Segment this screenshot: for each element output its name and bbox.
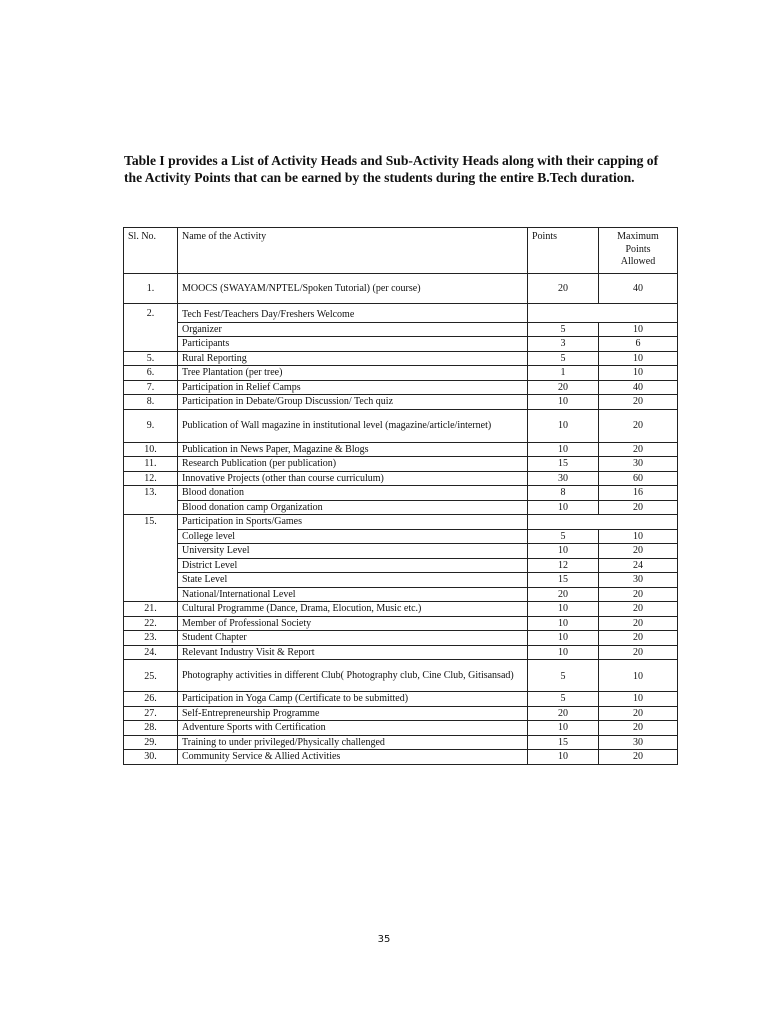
row-activity-name: State Level bbox=[178, 573, 528, 588]
row-max-points: 24 bbox=[599, 558, 678, 573]
table-row bbox=[124, 395, 678, 410]
row-sl-no: 27. bbox=[124, 706, 178, 721]
row-max-points: 40 bbox=[599, 274, 678, 304]
row-sl-no: 9. bbox=[124, 409, 178, 442]
row-max-points: 20 bbox=[599, 544, 678, 559]
row-points: 10 bbox=[528, 616, 599, 631]
table-row bbox=[124, 750, 678, 765]
row-activity-name: Participants bbox=[178, 337, 528, 352]
row-max-points: 20 bbox=[599, 721, 678, 736]
table-row bbox=[124, 645, 678, 660]
table-row bbox=[124, 515, 678, 530]
row-activity-name: Innovative Projects (other than course curriculum) bbox=[178, 471, 528, 486]
table-row bbox=[124, 337, 678, 352]
row-max-points: 20 bbox=[599, 500, 678, 515]
row-activity-name: Community Service & Allied Activities bbox=[178, 750, 528, 765]
row-sl-no: 5. bbox=[124, 351, 178, 366]
row-max-points: 20 bbox=[599, 442, 678, 457]
row-activity-name: Relevant Industry Visit & Report bbox=[178, 645, 528, 660]
activity-points-table bbox=[123, 227, 678, 765]
row-sl-no: 28. bbox=[124, 721, 178, 736]
row-max-points: 20 bbox=[599, 587, 678, 602]
row-max-points: 6 bbox=[599, 337, 678, 352]
row-activity-name: Photography activities in different Club( Photography club, Cine Club, Gitisansad) bbox=[178, 660, 528, 692]
row-points bbox=[528, 304, 599, 323]
header-sl-no: Sl. No. bbox=[124, 228, 178, 274]
table-row bbox=[124, 442, 678, 457]
row-activity-name: National/International Level bbox=[178, 587, 528, 602]
row-max-points bbox=[599, 515, 678, 530]
table-row bbox=[124, 587, 678, 602]
row-activity-name: University Level bbox=[178, 544, 528, 559]
table-row bbox=[124, 602, 678, 617]
row-points: 5 bbox=[528, 660, 599, 692]
row-max-points: 20 bbox=[599, 645, 678, 660]
table-row bbox=[124, 486, 678, 501]
row-sl-no: 24. bbox=[124, 645, 178, 660]
row-sl-no: 10. bbox=[124, 442, 178, 457]
row-activity-name: Training to under privileged/Physically challenged bbox=[178, 735, 528, 750]
table-row bbox=[124, 660, 678, 692]
row-activity-name: District Level bbox=[178, 558, 528, 573]
row-activity-name: Blood donation camp Organization bbox=[178, 500, 528, 515]
row-max-points: 60 bbox=[599, 471, 678, 486]
row-max-points: 10 bbox=[599, 692, 678, 707]
row-max-points: 16 bbox=[599, 486, 678, 501]
row-sl-no: 2. bbox=[124, 304, 178, 352]
row-points: 20 bbox=[528, 274, 599, 304]
row-max-points: 30 bbox=[599, 573, 678, 588]
row-max-points: 20 bbox=[599, 409, 678, 442]
row-points: 5 bbox=[528, 322, 599, 337]
header-maximum-line1: Maximum bbox=[617, 231, 659, 242]
table-row bbox=[124, 322, 678, 337]
table-row bbox=[124, 351, 678, 366]
table-row bbox=[124, 616, 678, 631]
row-sl-no: 29. bbox=[124, 735, 178, 750]
row-points: 10 bbox=[528, 409, 599, 442]
row-max-points: 20 bbox=[599, 395, 678, 410]
row-max-points: 10 bbox=[599, 660, 678, 692]
table-row bbox=[124, 544, 678, 559]
row-max-points: 20 bbox=[599, 602, 678, 617]
row-activity-name: Participation in Yoga Camp (Certificate to be submitted) bbox=[178, 692, 528, 707]
row-points: 15 bbox=[528, 573, 599, 588]
table-row bbox=[124, 366, 678, 381]
row-activity-name: Blood donation bbox=[178, 486, 528, 501]
row-max-points: 20 bbox=[599, 706, 678, 721]
table-row bbox=[124, 471, 678, 486]
row-points: 10 bbox=[528, 602, 599, 617]
row-points: 10 bbox=[528, 500, 599, 515]
row-sl-no: 15. bbox=[124, 515, 178, 602]
row-sl-no: 7. bbox=[124, 380, 178, 395]
row-activity-name: Publication in News Paper, Magazine & Blogs bbox=[178, 442, 528, 457]
row-sl-no: 6. bbox=[124, 366, 178, 381]
row-sl-no: 12. bbox=[124, 471, 178, 486]
row-max-points: 10 bbox=[599, 322, 678, 337]
row-points: 20 bbox=[528, 380, 599, 395]
table-row bbox=[124, 721, 678, 736]
row-sl-no: 13. bbox=[124, 486, 178, 515]
header-maximum-points bbox=[599, 228, 678, 274]
table-row bbox=[124, 735, 678, 750]
row-points: 20 bbox=[528, 706, 599, 721]
row-sl-no: 30. bbox=[124, 750, 178, 765]
row-points: 15 bbox=[528, 735, 599, 750]
row-points: 10 bbox=[528, 631, 599, 646]
row-activity-name: Member of Professional Society bbox=[178, 616, 528, 631]
row-points: 10 bbox=[528, 645, 599, 660]
table-row bbox=[124, 573, 678, 588]
row-sl-no: 26. bbox=[124, 692, 178, 707]
row-max-points: 20 bbox=[599, 750, 678, 765]
row-points: 1 bbox=[528, 366, 599, 381]
table-row bbox=[124, 409, 678, 442]
header-points: Points bbox=[528, 228, 599, 274]
table-row bbox=[124, 706, 678, 721]
row-points: 30 bbox=[528, 471, 599, 486]
row-max-points: 30 bbox=[599, 457, 678, 472]
row-activity-name: Participation in Relief Camps bbox=[178, 380, 528, 395]
row-sl-no: 22. bbox=[124, 616, 178, 631]
row-sl-no: 21. bbox=[124, 602, 178, 617]
row-max-points: 40 bbox=[599, 380, 678, 395]
row-activity-name: Rural Reporting bbox=[178, 351, 528, 366]
table-row bbox=[124, 274, 678, 304]
row-activity-name: College level bbox=[178, 529, 528, 544]
row-sl-no: 8. bbox=[124, 395, 178, 410]
row-max-points: 30 bbox=[599, 735, 678, 750]
row-activity-name: Self-Entrepreneurship Programme bbox=[178, 706, 528, 721]
row-max-points: 10 bbox=[599, 366, 678, 381]
table-row bbox=[124, 380, 678, 395]
row-activity-name: Tech Fest/Teachers Day/Freshers Welcome bbox=[178, 304, 528, 323]
row-points: 5 bbox=[528, 692, 599, 707]
table-row bbox=[124, 692, 678, 707]
row-sl-no: 1. bbox=[124, 274, 178, 304]
row-activity-name: Student Chapter bbox=[178, 631, 528, 646]
row-points: 10 bbox=[528, 442, 599, 457]
row-activity-name: Research Publication (per publication) bbox=[178, 457, 528, 472]
row-points: 10 bbox=[528, 750, 599, 765]
row-max-points: 10 bbox=[599, 351, 678, 366]
row-activity-name: Organizer bbox=[178, 322, 528, 337]
row-max-points: 10 bbox=[599, 529, 678, 544]
row-points: 10 bbox=[528, 544, 599, 559]
row-points bbox=[528, 515, 599, 530]
row-max-points: 20 bbox=[599, 616, 678, 631]
table-row bbox=[124, 631, 678, 646]
table-row bbox=[124, 457, 678, 472]
row-activity-name: Participation in Debate/Group Discussion/ Tech quiz bbox=[178, 395, 528, 410]
row-points: 5 bbox=[528, 529, 599, 544]
row-sl-no: 25. bbox=[124, 660, 178, 692]
row-activity-name: Participation in Sports/Games bbox=[178, 515, 528, 530]
header-activity-name: Name of the Activity bbox=[178, 228, 528, 274]
row-sl-no: 23. bbox=[124, 631, 178, 646]
row-activity-name: Publication of Wall magazine in institutional level (magazine/article/internet) bbox=[178, 409, 528, 442]
intro-paragraph: Table I provides a List of Activity Heads and Sub-Activity Heads along with their capping of the Activity Points that can be earned by the students during the entire B.Tech duration. bbox=[124, 153, 659, 185]
page-number: 35 bbox=[377, 934, 391, 945]
row-activity-name: Cultural Programme (Dance, Drama, Elocution, Music etc.) bbox=[178, 602, 528, 617]
header-maximum-line3: Allowed bbox=[620, 256, 656, 267]
table-row bbox=[124, 558, 678, 573]
row-max-points bbox=[599, 304, 678, 323]
row-points: 5 bbox=[528, 351, 599, 366]
row-max-points: 20 bbox=[599, 631, 678, 646]
row-points: 20 bbox=[528, 587, 599, 602]
row-activity-name: Tree Plantation (per tree) bbox=[178, 366, 528, 381]
row-activity-name: Adventure Sports with Certification bbox=[178, 721, 528, 736]
table-header-row bbox=[124, 228, 678, 274]
row-points: 15 bbox=[528, 457, 599, 472]
row-points: 12 bbox=[528, 558, 599, 573]
row-points: 8 bbox=[528, 486, 599, 501]
row-points: 10 bbox=[528, 721, 599, 736]
header-maximum-line2: Points bbox=[625, 243, 651, 255]
row-sl-no: 11. bbox=[124, 457, 178, 472]
table-row bbox=[124, 529, 678, 544]
table-row bbox=[124, 500, 678, 515]
row-points: 10 bbox=[528, 395, 599, 410]
row-points: 3 bbox=[528, 337, 599, 352]
table-row bbox=[124, 304, 678, 323]
row-activity-name: MOOCS (SWAYAM/NPTEL/Spoken Tutorial) (per course) bbox=[178, 274, 528, 304]
